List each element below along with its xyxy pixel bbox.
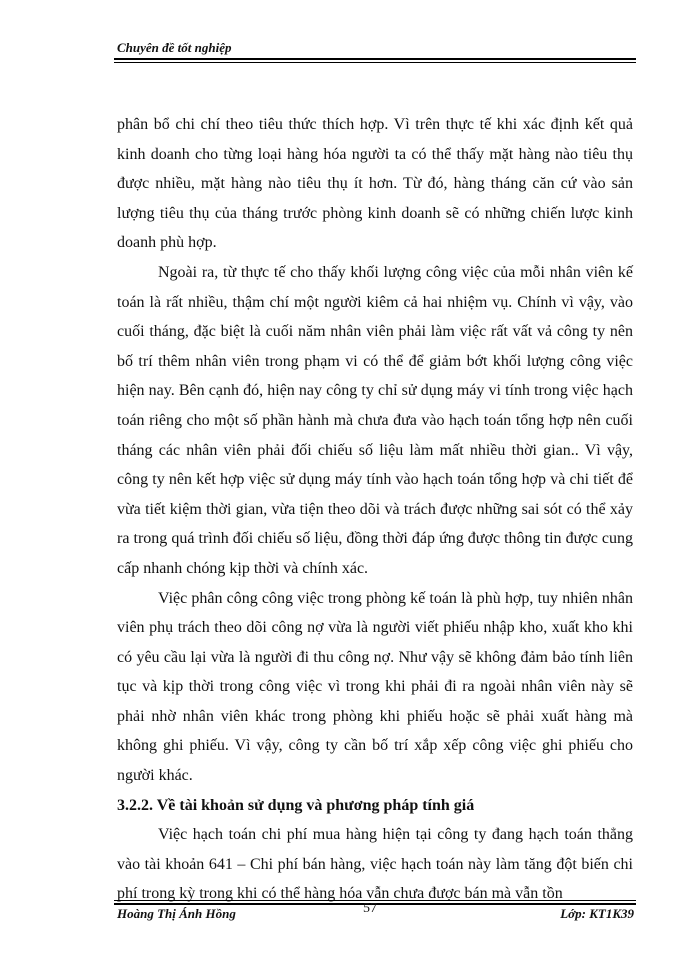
document-body <box>117 110 633 909</box>
paragraph-continued: phân bổ chi chí theo tiêu thức thích hợp. Vì trên thực tế khi xác định kết quả kinh doanh cho từng loại hàng hóa người ta có thể thấy mặt hàng nào tiêu thụ được nhiều, mặt hàng nào tiêu thụ ít hơn. Từ đó, hàng tháng căn cứ vào sản lượng tiêu thụ của tháng trước phòng kinh doanh sẽ có những chiến lược kinh doanh phù hợp. <box>117 116 633 252</box>
footer-author: Hoàng Thị Ánh Hồng <box>117 906 236 921</box>
page-number: 57 <box>363 901 377 916</box>
header-rule <box>114 58 636 60</box>
section-paragraph: Việc hạch toán chi phí mua hàng hiện tại công ty đang hạch toán thẳng vào tài khoản 641 – Chi phí bán hàng, việc hạch toán này làm tăng đột biến chi phí trong kỳ trong khi có thể hàng hóa vẫn chưa được bán mà vẫn tồn <box>117 826 633 903</box>
paragraph: Ngoài ra, từ thực tế cho thấy khối lượng công việc của mỗi nhân viên kế toán là rất nhiều, thậm chí một người kiêm cả hai nhiệm vụ. Chính vì vậy, vào cuối tháng, đặc biệt là cuối năm nhân viên phải làm việc rất vất vả công ty nên bố trí thêm nhân viên trong phạm vi có thể để giảm bớt khối lượng công việc hiện nay. Bên cạnh đó, hiện nay công ty chỉ sử dụng máy vi tính trong việc hạch toán riêng cho một số phần hành mà chưa đưa vào hạch toán tổng hợp nên cuối tháng các nhân viên phải đối chiếu số liệu làm mất nhiều thời gian.. Vì vậy, công ty nên kết hợp việc sử dụng máy tính vào hạch toán tổng hợp và chi tiết để vừa tiết kiệm thời gian, vừa tiện theo dõi và trách được những sai sót có thể xảy ra trong quá trình đối chiếu số liệu, đồng thời đáp ứng được thông tin được cung cấp nhanh chóng kịp thời và chính xác. <box>117 263 633 577</box>
paragraph: Việc phân công công việc trong phòng kế toán là phù hợp, tuy nhiên nhân viên phụ trách theo dõi công nợ vừa là người viết phiếu nhập kho, xuất kho khi có yêu cầu lại vừa là người đi thu công nợ. Như vậy sẽ không đảm bảo tính liên tục và kịp thời trong công việc vì trong khi phải đi ra ngoài nhân viên này sẽ phải nhờ nhân viên khác trong phòng khi phiếu hoặc sẽ phải xuất hàng mà không ghi phiếu. Vì vậy, công ty cần bố trí xắp xếp công việc ghi phiếu cho người khác. <box>117 589 633 785</box>
header-title: Chuyên đề tốt nghiệp <box>117 40 232 55</box>
section-heading: 3.2.2. Về tài khoản sử dụng và phương pháp tính giá <box>117 796 475 814</box>
header-rule-thin <box>114 62 636 63</box>
footer-class-label: Lớp: KT1K39 <box>560 906 634 921</box>
